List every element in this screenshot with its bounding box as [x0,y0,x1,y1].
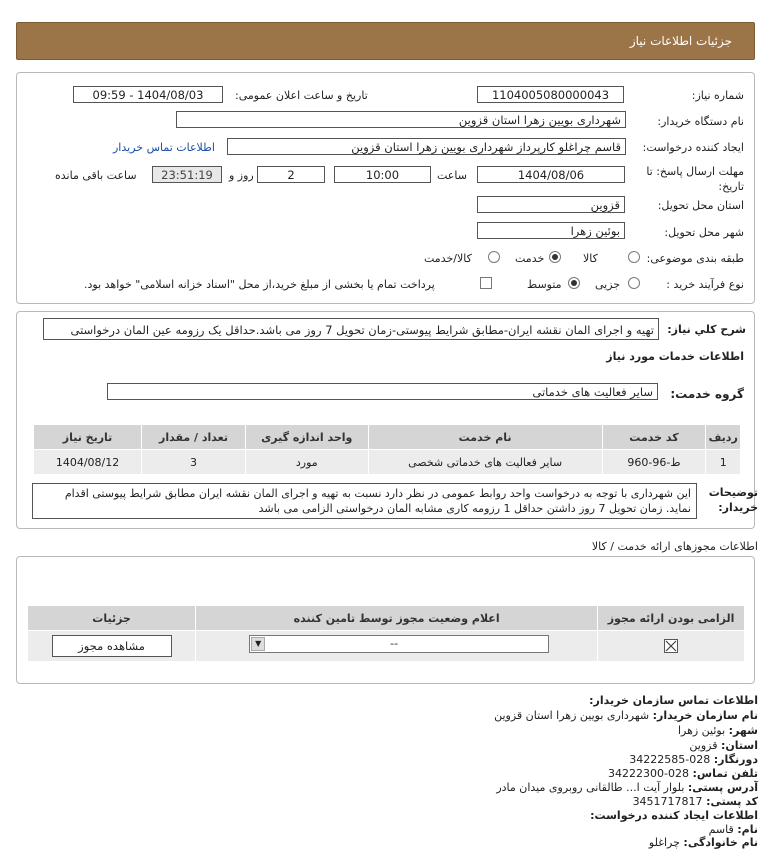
category-goods-service-label: کالا/خدمت [424,252,472,265]
days-field: 2 [257,166,325,183]
last-name-label: نام خانوادگی: [683,836,758,849]
announce-date-field: 1404/08/03 - 09:59 [73,86,223,103]
category-radio-goods-service[interactable] [488,251,500,263]
col-unit: واحد اندازه گیری [245,425,368,450]
contact-phone-row [608,767,758,780]
province-value: قزوین [689,739,718,752]
city-label: شهر: [728,724,758,737]
creator-last-name-row [649,836,758,849]
page-title: جزئیات اطلاعات نیاز [629,34,732,48]
services-table [33,424,741,475]
services-table-header [34,425,741,450]
fax-label: دورنگار: [713,753,758,766]
need-number-field: 1104005080000043 [477,86,624,103]
treasury-payment-text: پرداخت تمام یا بخشی از مبلغ خرید،از محل "اسناد خزانه اسلامی" خواهد بود. [84,278,435,291]
col-service-code: کد خدمت [602,425,706,450]
last-name-value: چراغلو [648,836,680,849]
deadline-date-field: 1404/08/06 [477,166,625,183]
remaining-time-field: 23:51:19 [152,166,222,183]
contact-title: اطلاعات تماس سازمان خریدار: [589,694,758,707]
contact-postal-row [633,795,758,808]
days-label: روز و [229,169,254,182]
buyer-org-field: شهرداری بویین زهرا استان قزوین [176,111,626,128]
first-name-value: قاسم [708,823,734,836]
required-checkbox [664,639,678,653]
address-label: آدرس پستی: [687,781,758,794]
process-type-label: نوع فرآیند خرید : [666,278,744,291]
deadline-label: مهلت ارسال پاسخ: تا [646,165,744,178]
deadline-date-label: تاریخ: [718,180,744,193]
postal-label: کد پستی: [706,795,758,808]
table-row [34,450,741,475]
creator-info-title: اطلاعات ایجاد کننده درخواست: [590,809,758,822]
permit-required-cell [598,631,745,662]
phone-value: 028-34222300 [608,767,690,780]
postal-value: 3451717817 [632,795,703,808]
contact-province-row [689,739,758,752]
col-quantity: تعداد / مقدار [142,425,246,450]
category-goods-label: کالا [583,252,598,265]
col-need-date: تاریخ نیاز [34,425,142,450]
delivery-province-field: قزوین [477,196,625,213]
province-label: استان: [721,739,758,752]
contact-city-row [678,724,758,737]
description-field: تهیه و اجرای المان نقشه ایران-مطابق شرایط پیوستی-زمان تحویل 7 روز می باشد.حداقل یک رزومه عین المان درخواستی [43,318,659,340]
announce-date-label: تاریخ و ساعت اعلان عمومی: [235,89,368,102]
deadline-time-label: ساعت [437,169,467,182]
col-permit-required: الزامی بودن ارائه مجوز [598,606,745,631]
buyer-org-label: نام دستگاه خریدار: [657,115,744,128]
checked-x-icon [665,640,677,652]
col-permit-status: اعلام وضعیت مجوز توسط تامین کننده [196,606,598,631]
org-label: نام سازمان خریدار: [652,709,758,722]
permits-table-header [28,606,745,631]
process-medium-label: متوسط [527,278,562,291]
remaining-label: ساعت باقی مانده [55,169,137,182]
need-number-label: شماره نیاز: [691,89,744,102]
col-service-name: نام خدمت [368,425,602,450]
services-section-title: اطلاعات خدمات مورد نیاز [606,350,744,363]
category-label: طبقه بندی موضوعی: [646,252,744,265]
view-permit-button[interactable]: مشاهده مجوز [52,635,172,657]
buyer-contact-link[interactable]: اطلاعات تماس خریدار [113,141,215,154]
permit-status-value: -- [390,637,399,650]
org-value: شهرداری بویین زهرا استان قزوین [494,709,650,722]
delivery-city-label: شهر محل تحویل: [664,226,744,239]
city-value: بوئین زهرا [677,724,726,737]
description-label: شرح کلي نياز: [667,323,746,336]
treasury-payment-checkbox[interactable] [480,277,492,289]
contact-address-row [496,781,758,794]
permit-status-select[interactable] [249,635,549,653]
category-service-label: خدمت [515,252,545,265]
category-radio-goods[interactable] [628,251,640,263]
service-group-field: سایر فعالیت های خدماتی [107,383,658,400]
cell-unit: مورد [245,450,368,475]
cell-service-name: سایر فعالیت های خدماتی شخصی [368,450,602,475]
creator-label: ایجاد کننده درخواست: [642,141,744,154]
cell-quantity: 3 [142,450,246,475]
page-header [16,22,755,60]
fax-value: 028-34222585 [629,753,711,766]
col-permit-details: جزئیات [28,606,196,631]
phone-label: تلفن تماس: [692,767,758,780]
buyer-notes-field [32,483,697,519]
cell-need-date: 1404/08/12 [34,450,142,475]
process-radio-minor[interactable] [628,277,640,289]
permits-table [27,605,745,662]
permits-title: اطلاعات مجوزهای ارائه خدمت / کالا [591,540,758,553]
cell-row: 1 [706,450,741,475]
permit-status-cell [196,631,598,662]
select-arrow-icon: ▼ [251,637,265,651]
buyer-notes-label: توضیحات [708,486,758,499]
need-info-panel [16,72,755,304]
process-radio-medium[interactable] [568,277,580,289]
process-minor-label: جزیی [595,278,621,291]
first-name-label: نام: [737,823,758,836]
contact-org-row [494,709,758,722]
cell-service-code: ط-96-960 [602,450,706,475]
col-row: ردیف [706,425,741,450]
creator-first-name-row [709,823,758,836]
delivery-province-label: استان محل تحویل: [657,199,744,212]
category-radio-service[interactable] [549,251,561,263]
service-group-label: گروه خدمت: [670,387,744,401]
buyer-notes-text: این شهرداری با توجه به درخواست واحد روابط عمومی در نظر دارد نسبت به تهیه و اجرای المان نقشه ایران مطابق شرایط پیوستی اقدام نماید. زمان تحویل 7 روز داشتن حداقل 1 رزومه کاری مشابه المان درخواستی الزامی می باشد [64,487,691,515]
delivery-city-field: بوئین زهرا [477,222,625,239]
address-value: بلوار آیت ا... طالقانی روبروی میدان مادر [496,781,685,794]
creator-field: قاسم چراغلو کارپرداز شهرداری بویین زهرا استان قزوین [227,138,626,155]
contact-fax-row [629,753,758,766]
table-row [28,631,745,662]
permit-details-cell [28,631,196,662]
deadline-time-field: 10:00 [334,166,431,183]
buyer-notes-label-2: خریدار: [718,501,758,514]
